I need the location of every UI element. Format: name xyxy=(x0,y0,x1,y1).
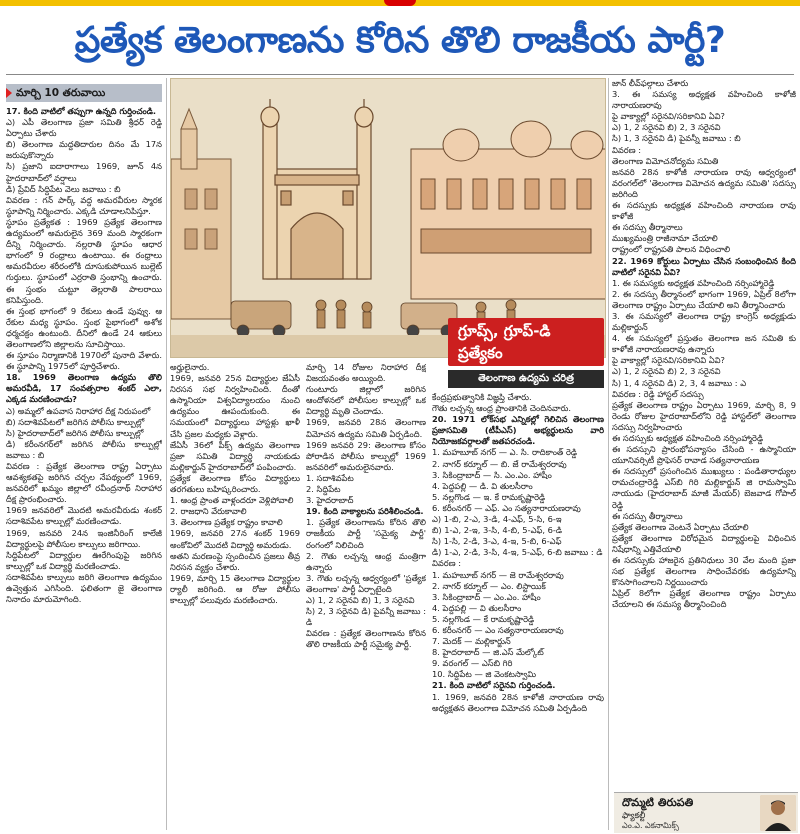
paragraph: 2. సిద్దిపేట xyxy=(306,484,341,495)
paragraph: సి) ప్రజాని ఐదారాగాలు 1969, జూన్ 4న హైదరాబాద్‌లో వర్షాలు xyxy=(6,161,162,183)
paragraph: 3. తెలంగాణ ప్రత్యేక రాష్ట్రం కావాలి xyxy=(170,517,283,528)
column-1 xyxy=(6,106,162,830)
paragraph: ఎ) 1, 2 సరైనవి బి) 2, 3 సరైనవి xyxy=(612,366,721,377)
paragraph: 22. 1969 కోర్టులు ఏర్పాటు చేసిన సంబంధించిన కింది వాటిలో సరైనవి ఏవి? xyxy=(612,255,796,277)
paragraph: జేఏసీ 36లో పీక్స్ ఉద్యమ తెలంగాణ ప్రజా సమితి విద్యార్థి నాయకుడు మల్లికార్జున్ హైదరాబాద్‌లో పంపించారు. xyxy=(170,439,300,472)
paragraph: డి) కరీంనగర్‌లో జరిగిన పోలీసు కాల్పుల్లో జవాబు : బి xyxy=(6,438,162,460)
paragraph: అర్హులైనారు. xyxy=(170,362,210,372)
column-4 xyxy=(612,78,796,794)
column-divider xyxy=(166,78,167,830)
paragraph: 1. ప్రత్యేక తెలంగాణను కోరిన తొలి రాజకీయ పార్టీ 'సమైక్య పార్టీ' రంగంలో నిలిచింది xyxy=(306,517,426,550)
paragraph: రాష్ట్రంలో రాష్ట్రపతి పాలన విధించాలి xyxy=(612,244,731,255)
paragraph: 2. రాజధాని వేరుకావాలి xyxy=(170,506,247,517)
paragraph: ఈ స్తంభ భాగంలో 9 రేకులు ఉండే పువ్వు. ఆ రేకుల మధ్య స్థూపం. స్తంభ పైభాగంలో అశోక ధర్మచక్రం ఉంటుంది. దీనిలో ఉండే 24 ఆకులు తెలంగాణలోని జిల్లాలను సూచిస్తాయి. xyxy=(6,305,162,349)
paragraph: ఈ స్తూపం నిర్మాణానికి 1970లో పునాది వేశారు. ఈ స్థూపాన్ని 1975లో పూర్తిచేశారు. xyxy=(6,350,162,372)
paragraph: 9. వరంగల్ — ఎస్‌బి గిరి xyxy=(432,658,513,669)
paragraph: 1. సదాశివపేట xyxy=(306,472,354,483)
paragraph: 1969 జనవరి 29: తెలంగాణ కోసం పోరాడిన పోలీసు కాల్పుల్లో 1969 జనవరిలో అమరులైనవారు. xyxy=(306,439,426,472)
triangle-marker-icon xyxy=(6,88,12,98)
paragraph: ఈ సదస్సు తీర్మానాలు xyxy=(612,510,683,521)
author-name: దొమ్మటి తిరుపతి xyxy=(622,796,694,809)
paragraph: 1. మహబూబ్ నగర్ — ఎ. సి. రాదికాంత్ రెడ్డి xyxy=(432,447,578,458)
paragraph: ప్రత్యేక తెలంగాణ రాష్ట్రం ఏర్పాటు 1969, మార్చి 8, 9 రెండు రోజుల హైదరాబాద్‌లోని రెడ్డి హాస్టల్‌లో తెలంగాణ సదస్సు నిర్వహించారు xyxy=(612,399,796,432)
paragraph: మార్చి 14 రోజుల నిరాహార దీక్ష విజయవంతం అయ్యింది. xyxy=(306,362,426,384)
paragraph: 1969, జనవరి 27న శంకర్ 1969 అంకోవిలో మొదటి విద్యార్థి అమరుడు. xyxy=(170,528,300,550)
paragraph: వివరణ : xyxy=(612,144,642,155)
paragraph: 20. 1971 లోక్‌సభ ఎన్నికల్లో గెలిచిన తెలంగాణ ప్రజాసమితి (టీపీఎస్) అభ్యర్థులను వారి నియోజకవర్గాలతో జతపరచండి. xyxy=(432,414,604,447)
paragraph: 2. గౌతు లచ్చన్న ఆంధ్ర మంత్రిగా ఉన్నారు xyxy=(306,550,426,572)
paragraph: ఎ) 1-బి, 2-ఎ, 3-డి, 4-ఎఫ్, 5-సి, 6-ఇ xyxy=(432,514,562,525)
paragraph: 18. 1969 తెలంగాణ ఉద్యమ తొలి అమరవీడి, 17 సంవత్సరాల శంకర్ ఎలా, ఎక్కడ మరణించాడు? xyxy=(6,372,162,405)
column-divider xyxy=(608,78,609,830)
paragraph: 1969, జనవరి 24న ఇంజినీరింగ్ కాలేజీ విద్యార్థులపై పోలీసుల కాల్పులు జరిగాయి. xyxy=(6,527,162,549)
paragraph: 1969 జనవరిలో మొదటి అమరవీరుడు శంకర్ సదాశివపేట కాల్పుల్లో మరణించాడు. xyxy=(6,505,162,527)
paragraph: 1969, జనవరి 25న విద్యార్థుల జేఏసీ నిరసన సభ నిర్వహించింది. దీంతో ఉస్మానియా విశ్వవిద్యాలయం నుంచి ఉద్యమం ఊపందుకుంది. ఈ సమయంలో విద్యార్థులు హాస్టళ్లు ఖాళీ చేసి ప్రజల మధ్యకు వెళ్లారు. xyxy=(170,373,300,439)
paragraph: ప్రత్యేక తెలంగాణ కోసం విద్యార్థులు తరగతులు బహిష్కరించారు. xyxy=(170,472,300,495)
paragraph: వివరణ : ప్రత్యేక తెలంగాణను కోరిన తొలి రాజకీయ పార్టీ సమైక్య పార్టీ. xyxy=(306,628,426,650)
paragraph: ముఖ్యమంత్రి రాజీనామా చేయాలి xyxy=(612,233,718,244)
paragraph: 1969, మార్చి 15 తెలంగాణ విద్యార్థుల ర్యాలీ జరిగింది. ఆ రోజు పోలీసు కాల్పుల్లో పలువురు మరణించారు. xyxy=(170,572,300,605)
author-degree: ఎం.ఎ. ఎకనామిక్స్ xyxy=(622,821,679,830)
feature-badge xyxy=(448,318,604,366)
column-2b xyxy=(306,362,426,830)
author-box xyxy=(614,792,798,833)
paragraph: 4. పెద్దపల్లి — డి. వి తులసీరాం xyxy=(432,480,533,491)
paragraph: 2. నాగర్ కర్నూల్ — బి. జే రామేశ్వరరావు xyxy=(432,458,567,469)
paragraph: ఈ సదస్సుకు అధ్యక్షత వహించింది నర్సింహ్మారెడ్డి xyxy=(612,433,764,443)
column-3 xyxy=(432,392,604,830)
paragraph: సదాశివపేట కాల్పులు జరిగి తెలంగాణ ఉద్యమం ఉవ్వెత్తున ఎగిసింది. ఫలితంగా జై తెలంగాణ నినాదం మారుమోగింది. xyxy=(6,571,162,605)
paragraph: 1. 1969, జనవరి 28న కాళోజీ నారాయణ రావు అధ్యక్షతన తెలంగాణ విమోచన సమితి ఏర్పడింది xyxy=(432,691,604,713)
paragraph: గౌతు లచ్చన్న ఆంధ్ర ప్రాంతానికి చెందినవారు. xyxy=(432,403,572,414)
paragraph: తెలంగాణ విమోచనోద్యమ సమితి xyxy=(612,155,719,166)
paragraph: ప్రత్యేక తెలంగాణ వెంటనే ఏర్పాటు చేయాలి xyxy=(612,521,749,532)
date-tab-label: మార్చి 10 తరువాయి xyxy=(16,87,106,99)
paragraph: 4. పెద్దపల్లి — వి తులసీరాం xyxy=(432,602,522,613)
paragraph: 3. ఈ సమస్య అధ్యక్షత వహించింది కాళోజీ నారాయణరావు xyxy=(612,89,796,111)
paragraph: 4. ఈ సమస్యలో ప్రస్తుతం తెలంగాణ జన సమితి కు కాళోజీ నారాయణరావు ఉన్నారు xyxy=(612,333,796,355)
paragraph: ఏప్రిల్ 8లోగా ప్రత్యేక తెలంగాణ రాష్ట్రం ఏర్పాటు చేయాలని ఈ సమస్య తీర్మానించింది xyxy=(612,588,796,610)
top-red-marker xyxy=(384,0,416,6)
paragraph: ఈ సదస్సుకు హాజరైన ప్రతినిధులు 30 వేల మంది ప్రజా సభ ప్రత్యేక తెలంగాణ సాధించేవరకు ఉద్యమాన్ని కొనసాగించాలని నిర్ణయించారు xyxy=(612,555,796,588)
paragraph: ఈ సదస్సులో ప్రసంగించిన ముఖ్యులు : పండితారాధ్యుల రామచంద్రారెడ్డి ఎస్‌బి గిరి మల్లికార్జున్ జి రామస్వామి నాయుడు (హైదరాబాద్ మాజీ మేయర్) బెజవాడ గోపాల్ రెడ్డి xyxy=(612,466,796,510)
page-headline: ప్రత్యేక తెలంగాణను కోరిన తొలి రాజకీయ పార్టీ? xyxy=(74,20,726,61)
paragraph: బి) తెలంగాణ మద్దతిదారుల దినం మే 17న జరుపుకొన్నారు xyxy=(6,139,162,161)
charminar-sketch-icon xyxy=(171,79,606,358)
paragraph: 19. కింది వాక్యాలను పరిశీలించండి. xyxy=(306,506,424,517)
paragraph: ఈ సదస్సుని ప్రారంభోపన్యాసం చేసింది - ఉస్మానియా యూనివర్సిటీ ప్రొఫెసర్ రావాడ సత్యనారాయణ xyxy=(612,444,796,466)
paragraph: 3. గౌతు లచ్చన్న ఆధ్వర్యంలో 'ప్రత్యేక తెలంగాణ' పార్టీ ఏర్పాటైంది xyxy=(306,572,426,594)
badge-line-1: గ్రూప్స్, గ్రూప్-డి xyxy=(458,322,551,340)
paragraph: వివరణ : గన్ పార్క్ వద్ద అమరవీరుల స్మారక స్థూపాన్ని నిర్మించారు. ఎక్కడి చూడాలనిపిస్తూ. xyxy=(6,194,162,216)
paragraph: 5. నల్లగొండ — కే రామకృష్ణారెడ్డి xyxy=(432,613,535,624)
paragraph: 10. సిద్దిపేట — జి వెంకటస్వామి xyxy=(432,669,537,680)
paragraph: సి) 1-సి, 2-డి, 3-ఎ, 4-ఇ, 5-బి, 6-ఎఫ్ xyxy=(432,536,562,547)
paragraph: 2. నాగర్ కర్నూల్ — ఎం. లిస్టాయిక్ xyxy=(432,580,546,591)
paragraph: సిద్దిపేటలో విద్యార్థుల ఊరేగింపుపై జరిగిన కాల్పుల్లో ఒక విద్యార్థి మరణించాడు. xyxy=(6,549,162,571)
paragraph: జనవరి 28న కాళోజీ నారాయణ రావు ఆధ్వర్యంలో వరంగల్‌లో 'తెలంగాణ విమోచన ఉద్యమ సమితి' సదస్సు జరిగింది xyxy=(612,166,796,199)
paragraph: సి) 1, 3 సరైనవి డి) పైవన్నీ జవాబు : బి xyxy=(612,133,741,144)
paragraph: 6. కరీంనగర్ — ఎం సత్యనారాయణరావు xyxy=(432,624,564,635)
paragraph: గుంటూరు జిల్లాలో జరిగిన ఆందోళనలో పోలీసుల కాల్పుల్లో ఒక విద్యార్థి మృతి చెందాడు. xyxy=(306,384,426,417)
person-avatar-icon xyxy=(760,795,796,831)
paragraph: ఎ) అమ్మలో ఉపవాస నిరాహార దీక్ష నిరుపంలో xyxy=(6,405,151,416)
paragraph: 6. కరీంనగర్ — ఎఫ్. ఎం సత్యనారాయణరావు xyxy=(432,502,581,513)
author-role: ఫ్యాకల్టీ xyxy=(622,811,646,821)
paragraph: వివరణ : రెడ్డి హాస్టల్ సదస్సు xyxy=(612,388,704,399)
paragraph: 1. ఈ సమస్యకు అధ్యక్షత వహించింది నర్సింహ్మారెడ్డి xyxy=(612,277,775,288)
paragraph: సి) హైదరాబాద్‌లో జరిగిన పోలీసు కాల్పుల్లో xyxy=(6,427,144,438)
paragraph: 3. సికింద్రాబాద్ — ఎం.ఎం. హాషీం xyxy=(432,591,541,602)
paragraph: సి) 2, 3 సరైనవి డి) పైవన్నీ జవాబు : డి xyxy=(306,606,426,628)
date-tab xyxy=(6,84,162,102)
paragraph: ఎ) 1, 2 సరైనవి బి) 2, 3 సరైనవి xyxy=(612,122,721,133)
paragraph: 3. హైదరాబాద్ xyxy=(306,495,354,506)
badge-line-2: ప్రత్యేకం xyxy=(458,344,503,362)
column-2a xyxy=(170,362,300,830)
paragraph: కేంద్రప్రభుత్వానికి విజ్ఞప్తి చేశారు. xyxy=(432,392,532,402)
paragraph: ప్రత్యేక తెలంగాణ విరోధమైన విద్యార్థులపై విధించిన నిషేధాన్ని ఎత్తివేయాలి xyxy=(612,532,796,554)
headline-rule xyxy=(6,74,794,75)
paragraph: పై వాక్యాల్లో సరైనవి/సరికానివి ఏవి? xyxy=(612,355,725,366)
paragraph: 1. మహబూబ్ నగర్ — జె రామేశ్వరరావు xyxy=(432,569,564,580)
paragraph: 21. కింది వాటిలో సరైనవి గుర్తించండి. xyxy=(432,680,556,691)
paragraph: ఈ సదస్సుకు అధ్యక్షత వహించింది నారాయణ రావు కాళోజీ xyxy=(612,200,796,222)
paragraph: స్థూపం ప్రత్యేకత : 1969 ప్రత్యేక తెలంగాణ ఉద్యమంలో అమరులైన 369 మంది స్మారకంగా దీన్ని నిర్మించారు. నల్లరాతి స్థూపం ఆధార భాగంలో 9 రంధ్రాలు ఉంటాయి. ఈ రంధ్రాలు అమరవీరుల శరీరంలోకి దూసుకుపోయిన బుల్లెట్ గుర్తులు. స్థూపంలో ఎర్రరాతి స్తంభాన్ని ఉంచారు. ఈ స్తంభం చుట్టూ తెల్లరాతి పాలరాయి కనిపిస్తుంది. xyxy=(6,216,162,305)
paragraph: బి) సదాశివపేటలో జరిగిన పోలీసు కాల్పుల్లో xyxy=(6,416,145,427)
paragraph: 8. హైదరాబాద్ — జి.ఎస్ మేల్కోట్ xyxy=(432,647,544,658)
paragraph: డి) 1-ఎ, 2-డి, 3-సి, 4-ఇ, 5-ఎఫ్, 6-బి జవాబు : డి xyxy=(432,547,603,558)
city-sketch-illustration xyxy=(170,78,606,358)
paragraph: వివరణ : ప్రత్యేక తెలంగాణ రాష్ట్ర ఏర్పాటు ఆవశ్యకతపై జరిగిన చర్చల నేపథ్యంలో 1969, జనవరిలో ఖమ్మం జిల్లాలో రవీంద్రనాథ్ నిరాహార దీక్ష ప్రారంభించారు. xyxy=(6,461,162,505)
paragraph: 3. ఈ సమస్యలో తెలంగాణ రాష్ట్ర కాంగ్రెస్ అధ్యక్షుడు మల్లికార్జున్ xyxy=(612,310,796,333)
paragraph: 5. నల్లగొండ — ఇ. కే రామకృష్ణారెడ్డి xyxy=(432,491,546,502)
paragraph: 1969, జనవరి 28న తెలంగాణ విమోచన ఉద్యమ సమితి ఏర్పడింది. xyxy=(306,417,426,439)
paragraph: ఈ సదస్సు తీర్మానాలు xyxy=(612,222,683,233)
paragraph: 7. మెదక్ — మల్లికార్జున్ xyxy=(432,636,511,647)
paragraph: 3. సికింద్రాబాద్ — సి. ఎం.ఎం. హాషీం xyxy=(432,469,552,480)
paragraph: జాన్ లీవ్‌ఫల్గాలు చేశారు xyxy=(612,78,689,88)
paragraph: బి) 1-ఎ, 2-ఇ, 3-సి, 4-బి, 5-ఎఫ్, 6-డి xyxy=(432,525,563,536)
paragraph: ఎ) ఎపీ తెలంగాణ ప్రజా సమితి శ్రీధర్ రెడ్డి ఏర్పాటు చేశారు xyxy=(6,117,162,139)
paragraph: ఎ) 1, 2 సరైనవి బి) 1, 3 సరైనవి xyxy=(306,594,415,605)
paragraph: 1. ఆంధ్ర ప్రాంత వాళ్లందరూ వెళ్లిపోవాలి xyxy=(170,495,294,506)
paragraph: 2. ఈ సదస్సు తీర్మానంలో భాగంగా 1969, ఏప్రిల్ 8లోగా తెలంగాణ రాష్ట్రం ఏర్పాటు చేయాలి అని తీర్మానించారు xyxy=(612,288,796,310)
badge-subtitle: తెలంగాణ ఉద్యమ చరిత్ర xyxy=(448,370,604,388)
paragraph: అతని మరణంపై స్పందించిన ప్రజలు తీవ్ర నిరసన వ్యక్తం చేశారు. xyxy=(170,550,300,572)
paragraph: పై వాక్యాల్లో సరైనవి/సరికానివి ఏవి? xyxy=(612,111,725,122)
paragraph: డి) ప్రేవిద్ సిద్దిపేట వెలు జవాబు : బి xyxy=(6,183,121,194)
paragraph: 17. కింది వాటిలో తప్పుగా ఉన్నది గుర్తించండి. xyxy=(6,106,157,116)
paragraph: సి) 1, 4 సరైనవి డి) 2, 3, 4 జవాబు : ఎ xyxy=(612,377,747,388)
paragraph: వివరణ : xyxy=(432,558,462,569)
author-photo xyxy=(760,795,796,831)
